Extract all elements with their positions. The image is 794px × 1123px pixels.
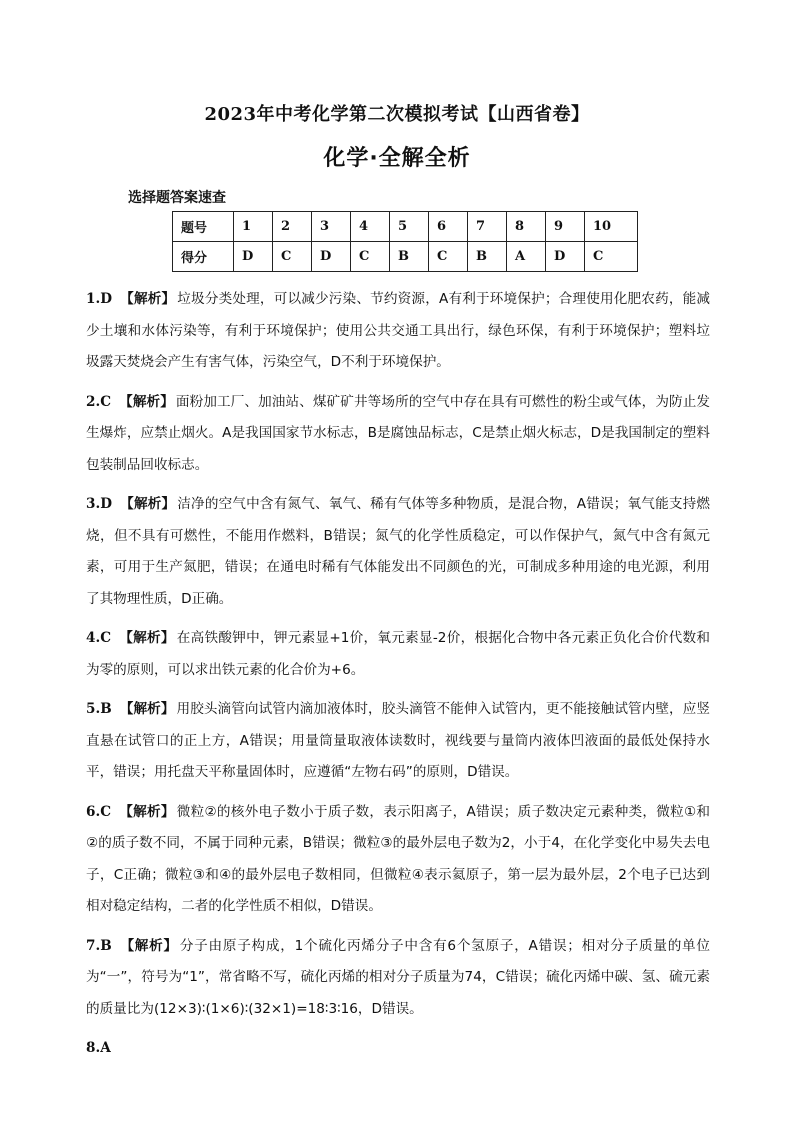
item-number: 1.D <box>86 291 112 307</box>
question-number-row <box>173 212 638 242</box>
question-number: 8 <box>507 212 546 242</box>
row-label: 题号 <box>173 212 234 242</box>
question-number: 3 <box>312 212 351 242</box>
item-number: 6.C <box>86 803 112 820</box>
analysis-tag: 【解析】 <box>119 701 175 717</box>
analysis-tag: 【解析】 <box>119 630 175 646</box>
question-number: 2 <box>273 212 312 242</box>
answer-letter: D <box>234 242 273 272</box>
item-number: 2.C <box>86 393 112 410</box>
question-number: 6 <box>429 212 468 242</box>
analysis-tag: 【解析】 <box>119 291 176 307</box>
answer-letter: D <box>312 242 351 272</box>
explanation-item <box>86 623 710 686</box>
quick-answers-label: 选择题答案速查 <box>128 190 226 206</box>
item-number: 7.B <box>86 937 112 954</box>
item-text: 洁净的空气中含有氮气、氧气、稀有气体等多种物质，是混合物，A错误；氧气能支持燃烧，但不具有可燃性，不能用作燃料，B错误；氮气的化学性质稳定，可以作保护气，氮气中含有氮元素，可用于生产氮肥，错误；在通电时稀有气体能发出不同颜色的光，可制成多种用途的电光源，利用了其物理性质，D正确。 <box>86 496 711 607</box>
item-number: 4.C <box>86 630 112 646</box>
question-number: 10 <box>585 212 638 242</box>
answer-row <box>173 242 638 272</box>
item-text: 垃圾分类处理，可以减少污染、节约资源，A有利于环境保护；合理使用化肥农药，能减少土壤和水体污染等，有利于环境保护；使用公共交通工具出行，绿色环保，有利于环境保护；塑料垃圾露天焚烧会产生有害气体，污染空气，D不利于环境保护。 <box>86 291 711 370</box>
explanation-item <box>86 284 710 379</box>
explanation-item <box>86 694 710 789</box>
question-number: 9 <box>546 212 585 242</box>
answer-letter: C <box>585 242 638 272</box>
explanation-item <box>86 1033 710 1065</box>
analysis-tag: 【解析】 <box>119 393 174 410</box>
answer-letter: C <box>429 242 468 272</box>
item-number: 8.A <box>86 1040 111 1056</box>
analysis-tag: 【解析】 <box>119 937 178 954</box>
answer-letter: D <box>546 242 585 272</box>
explanation-item <box>86 489 710 615</box>
analysis-tag: 【解析】 <box>119 496 176 512</box>
item-text: 分子由原子构成，1个硫化丙烯分子中含有6个氢原子，A错误；相对分子质量的单位为“一”，符号为“1”，常省略不写，硫化丙烯的相对分子质量为74，C错误；硫化丙烯中碳、氢、硫元素的质量比为(12×3)∶(1×6)∶(32×1)=18∶3∶16，D错误。 <box>86 937 710 1017</box>
answer-letter: A <box>507 242 546 272</box>
explanations <box>86 284 710 1073</box>
explanation-item <box>86 387 710 482</box>
document-subtitle: 化学·全解全析 <box>323 146 471 171</box>
item-text: 面粉加工厂、加油站、煤矿矿井等场所的空气中存在具有可燃性的粉尘或气体，为防止发生爆炸，应禁止烟火。A是我国国家节水标志，B是腐蚀品标志，C是禁止烟火标志，D是我国制定的塑料包装制品回收标志。 <box>86 393 711 473</box>
explanation-item <box>86 931 710 1026</box>
question-number: 1 <box>234 212 273 242</box>
row-label: 得分 <box>173 242 234 272</box>
analysis-tag: 【解析】 <box>119 803 175 820</box>
item-text: 在高铁酸钾中，钾元素显+1价，氧元素显-2价，根据化合物中各元素正负化合价代数和为零的原则，可以求出铁元素的化合价为+6。 <box>86 630 711 678</box>
document-title: 2023年中考化学第二次模拟考试【山西省卷】 <box>204 104 590 125</box>
question-number: 5 <box>390 212 429 242</box>
item-number: 3.D <box>86 496 112 512</box>
item-text: 微粒②的核外电子数小于质子数，表示阳离子，A错误；质子数决定元素种类，微粒①和②的质子数不同，不属于同种元素，B错误；微粒③的最外层电子数为2，小于4，在化学变化中易失去电子，C正确；微粒③和④的最外层电子数相同，但微粒④表示氦原子，第一层为最外层，2个电子已达到相对稳定结构，二者的化学性质不相似，D错误。 <box>86 803 711 914</box>
item-text: 用胶头滴管向试管内滴加液体时，胶头滴管不能伸入试管内，更不能接触试管内壁，应竖直悬在试管口的正上方，A错误；用量筒量取液体读数时，视线要与量筒内液体凹液面的最低处保持水平，错误；用托盘天平称量固体时，应遵循“左物右码”的原则，D错误。 <box>86 701 711 780</box>
answer-table <box>172 211 638 272</box>
question-number: 7 <box>468 212 507 242</box>
question-number: 4 <box>351 212 390 242</box>
answer-letter: B <box>468 242 507 272</box>
answer-letter: C <box>273 242 312 272</box>
answer-letter: C <box>351 242 390 272</box>
answer-letter: B <box>390 242 429 272</box>
explanation-item <box>86 797 710 923</box>
item-number: 5.B <box>86 701 112 717</box>
